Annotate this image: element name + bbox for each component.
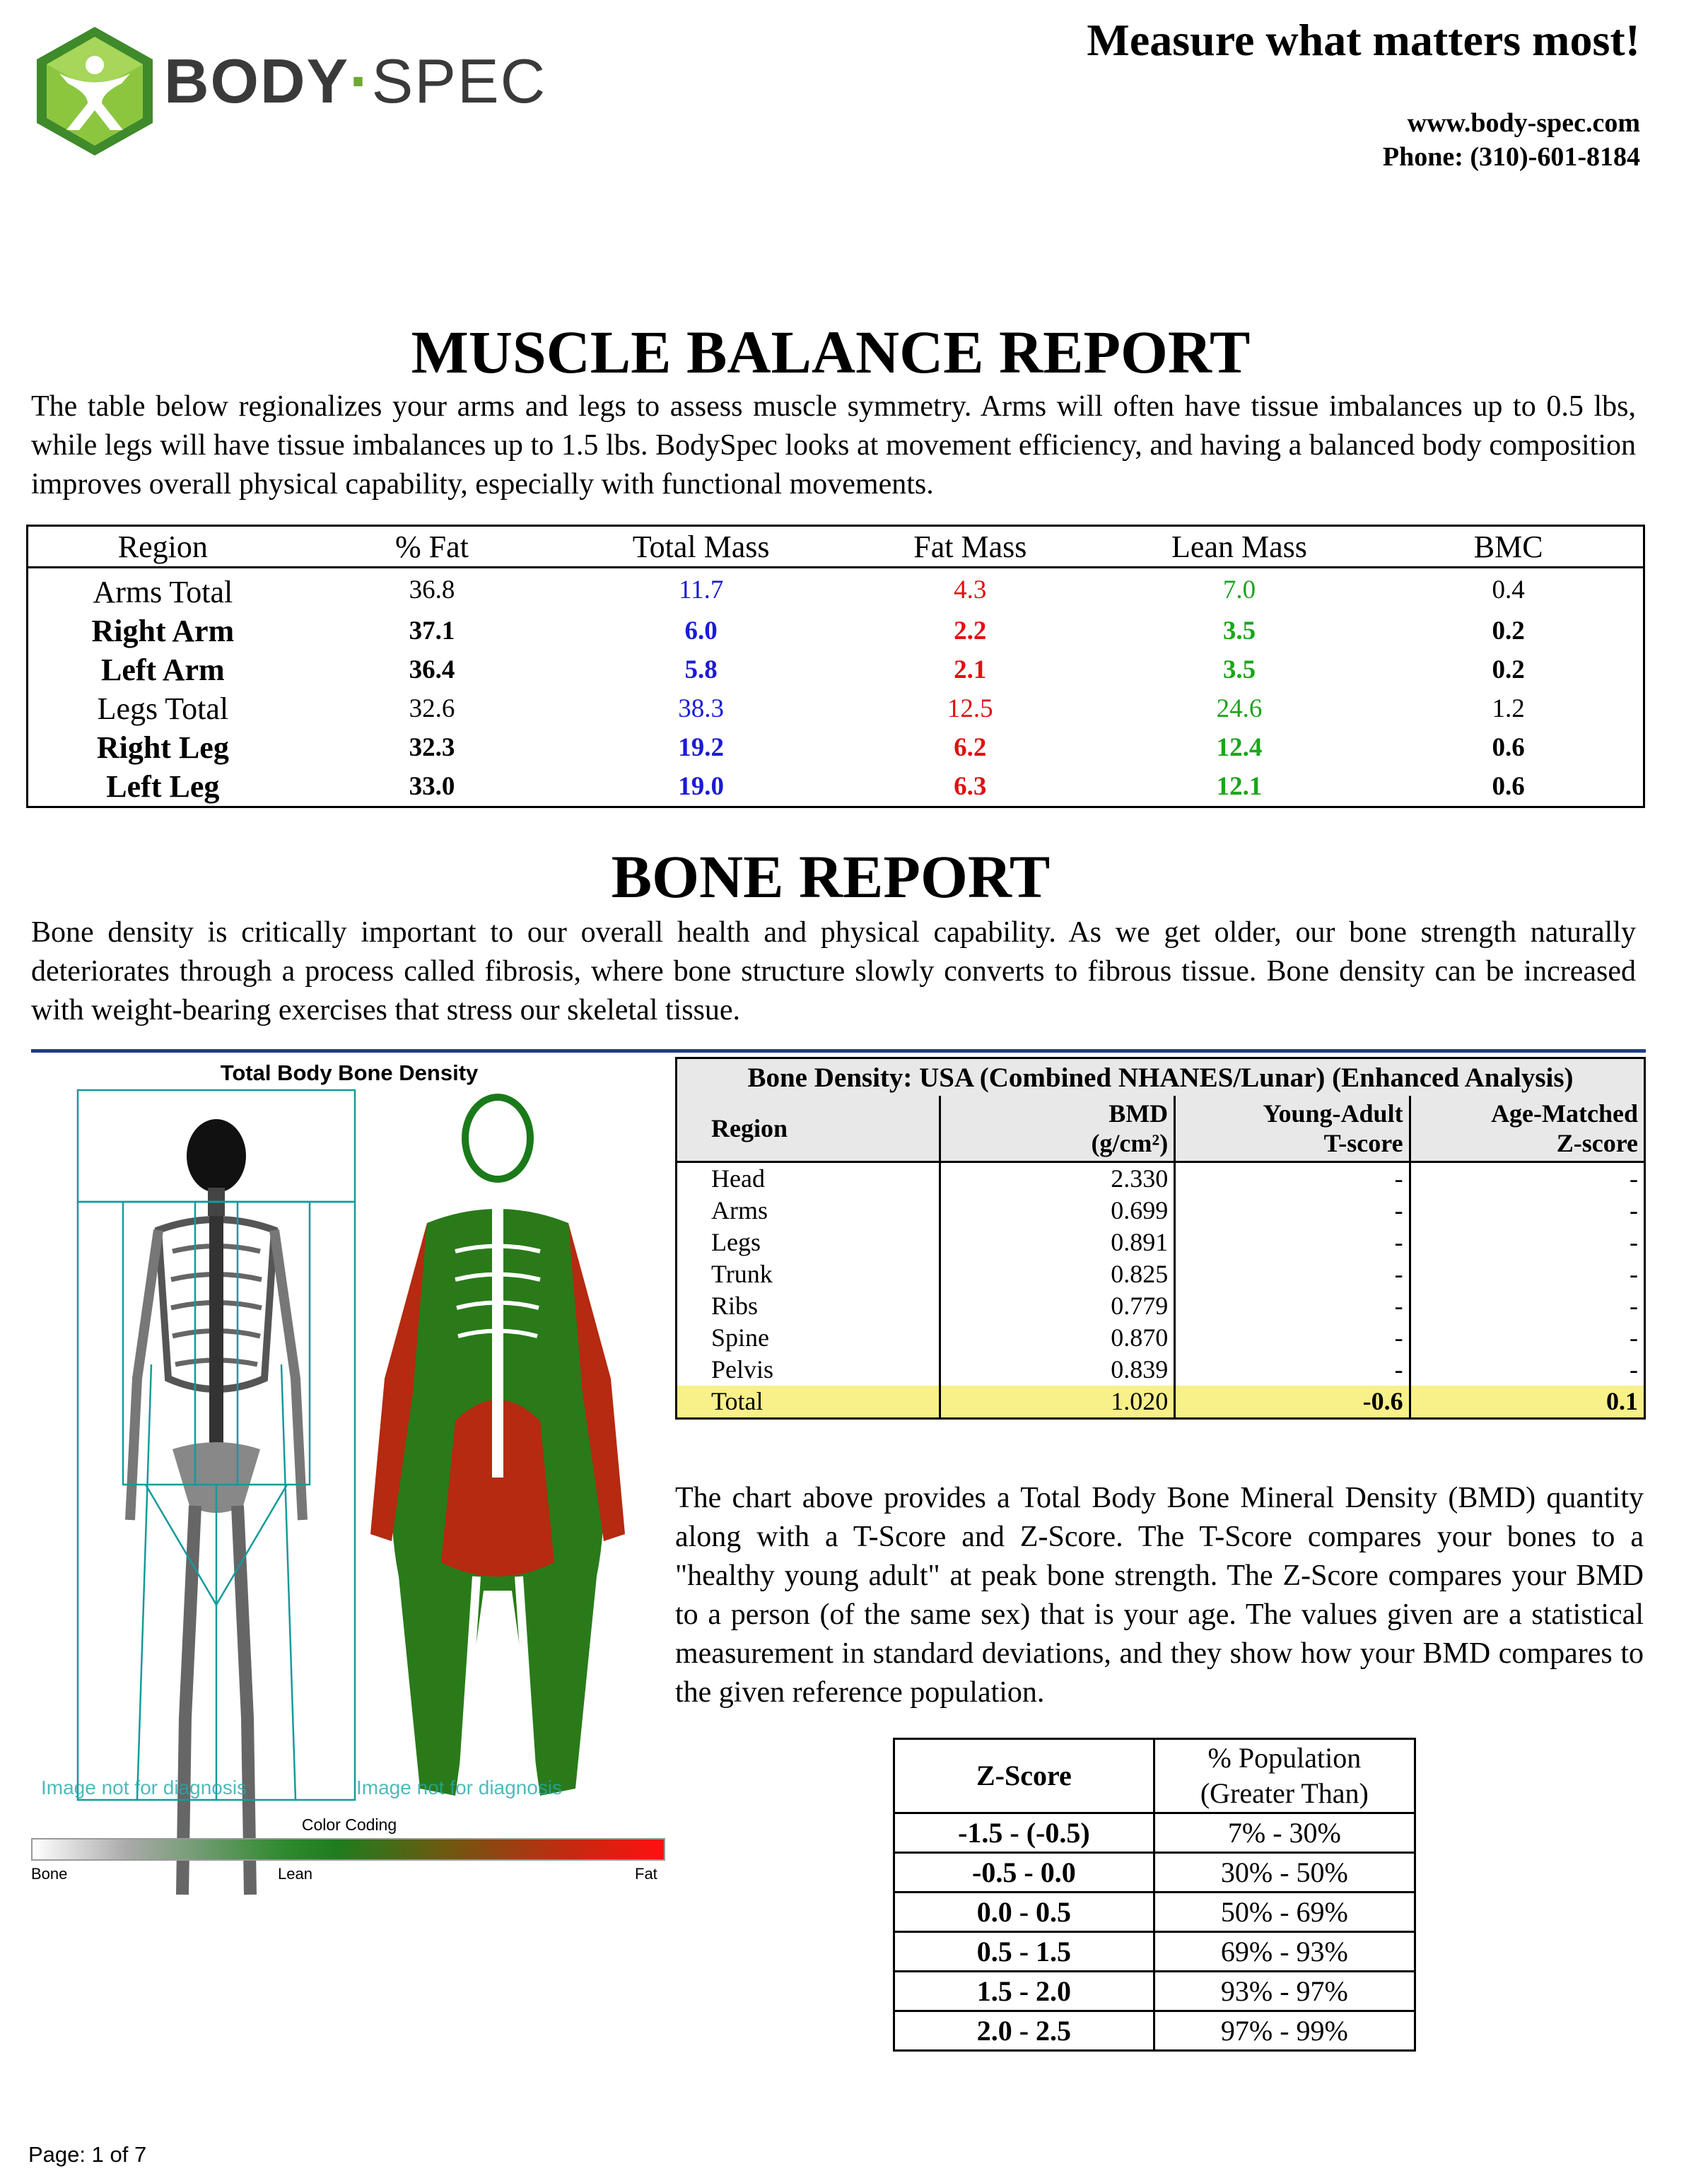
bmd-cell: 0.839: [940, 1354, 1174, 1386]
fat-percent-cell: 37.1: [409, 616, 455, 645]
color-coding-bar: [31, 1838, 665, 1861]
zscore-cell: 0.1: [1410, 1386, 1644, 1419]
table-row: [677, 1290, 1645, 1322]
table-row: [28, 612, 1644, 650]
table-row: [677, 1195, 1645, 1227]
bmd-cell: 0.825: [940, 1258, 1174, 1290]
fat-mass-cell: 2.2: [954, 616, 987, 645]
table-row: [894, 1853, 1415, 1893]
tscore-cell: -0.6: [1175, 1386, 1410, 1419]
region-cell: Spine: [677, 1322, 940, 1354]
region-cell: Trunk: [677, 1258, 940, 1290]
zscore-range-cell: 0.5 - 1.5: [894, 1932, 1154, 1972]
bone-explanation: The chart above provides a Total Body Bone Mineral Density (BMD) quantity along with a T-Score and Z-Score. The T-Score compares your bones to a "healthy young adult" at peak bone strength. The Z-Score compares your BMD to a person (of the same sex) that is your age. The values given are a statistical measurement in standard deviations, and they show how your BMD compares to the given reference population.: [675, 1482, 1644, 1709]
col-t-line2: T-score: [1323, 1129, 1403, 1157]
legend-bone: Bone: [31, 1865, 68, 1883]
website-link[interactable]: www.body-spec.com: [1407, 108, 1640, 138]
composition-view: [370, 1097, 625, 1796]
fat-mass-cell: 4.3: [954, 575, 987, 604]
col-bmd-line1: BMD: [1109, 1099, 1169, 1128]
fat-mass-cell: 12.5: [947, 694, 993, 723]
table-row: [28, 728, 1644, 767]
table-row: [894, 1893, 1415, 1932]
color-coding-label: Color Coding: [301, 1815, 397, 1834]
table-title-row: [677, 1058, 1645, 1096]
legend-lean: Lean: [278, 1865, 312, 1883]
bone-report-title: BONE REPORT: [611, 843, 1051, 911]
table-row: [894, 2011, 1415, 2051]
tscore-cell: -: [1175, 1227, 1410, 1258]
fat-mass-cell: 6.3: [954, 772, 987, 801]
tscore-cell: -: [1175, 1258, 1410, 1290]
zscore-cell: -: [1410, 1162, 1644, 1195]
table-row: [677, 1354, 1645, 1386]
tscore-cell: -: [1175, 1354, 1410, 1386]
population-cell: 7% - 30%: [1154, 1813, 1415, 1853]
col-fat-mass: Fat Mass: [836, 526, 1105, 568]
col-z-line1: Age-Matched: [1491, 1099, 1638, 1128]
bmd-cell: 0.779: [940, 1290, 1174, 1322]
total-row: [677, 1386, 1645, 1419]
region-cell: Right Leg: [96, 730, 229, 765]
total-mass-cell: 6.0: [684, 616, 718, 645]
col-bmd-line2: (g/cm²): [1091, 1129, 1169, 1157]
fat-percent-cell: 36.4: [409, 655, 455, 684]
zscore-population-table: [893, 1738, 1416, 2052]
tscore-cell: -: [1175, 1162, 1410, 1195]
fat-percent-cell: 32.3: [409, 733, 455, 762]
total-mass-cell: 5.8: [684, 655, 718, 684]
lean-mass-cell: 3.5: [1222, 616, 1256, 645]
region-cell: Left Leg: [106, 769, 220, 804]
table-header-row: [677, 1096, 1645, 1162]
col-population: [1154, 1739, 1415, 1813]
tscore-cell: -: [1175, 1322, 1410, 1354]
zscore-cell: -: [1410, 1227, 1644, 1258]
col-region: Region: [28, 526, 298, 568]
muscle-report-title: MUSCLE BALANCE REPORT: [411, 318, 1251, 386]
lean-mass-cell: 7.0: [1222, 575, 1256, 604]
bmc-cell: 0.6: [1492, 733, 1525, 762]
fat-percent-cell: 33.0: [409, 772, 455, 801]
legend-fat: Fat: [635, 1865, 657, 1883]
zscore-range-cell: 0.0 - 0.5: [894, 1893, 1154, 1932]
col-t-line1: Young-Adult: [1263, 1099, 1403, 1128]
bmd-cell: 0.891: [940, 1227, 1174, 1258]
page-number: Page: 1 of 7: [28, 2142, 147, 2167]
section-divider: [31, 1049, 1646, 1053]
table-row: [894, 1972, 1415, 2011]
watermark-right: Image not for diagnosis: [356, 1777, 563, 1798]
col-bmd: [940, 1096, 1174, 1162]
bmc-cell: 0.4: [1492, 575, 1525, 604]
zscore-range-cell: 1.5 - 2.0: [894, 1972, 1154, 2011]
region-cell: Right Arm: [91, 614, 235, 648]
col-zscore: [1410, 1096, 1644, 1162]
region-cell: Left Arm: [100, 653, 225, 687]
population-cell: 69% - 93%: [1154, 1932, 1415, 1972]
bmd-cell: 1.020: [940, 1386, 1174, 1419]
table-row: [677, 1162, 1645, 1195]
col-lean-mass: Lean Mass: [1105, 526, 1374, 568]
table-row: [28, 767, 1644, 807]
zscore-range-cell: -0.5 - 0.0: [894, 1853, 1154, 1893]
bone-report-paragraph: Bone density is critically important to our overall health and physical capability. As we get older, our bone strength naturally deteriorates through a process called fibrosis, where bone structure slowly converts to fibrous tissue. Bone density can be increased with weight-bearing exercises that stress our skeletal tissue.: [31, 916, 1636, 1026]
lean-mass-cell: 12.1: [1216, 772, 1263, 801]
region-cell: Head: [677, 1162, 940, 1195]
table-row: [28, 689, 1644, 728]
population-cell: 30% - 50%: [1154, 1853, 1415, 1893]
table-row: [677, 1322, 1645, 1354]
body-scan-image: [31, 1082, 674, 1916]
zscore-cell: -: [1410, 1195, 1644, 1227]
col-total-mass: Total Mass: [566, 526, 836, 568]
bone-density-table: [675, 1057, 1646, 1420]
watermark-left: Image not for diagnosis: [41, 1777, 247, 1798]
region-cell: Arms Total: [93, 575, 233, 609]
table-row: [894, 1932, 1415, 1972]
total-mass-cell: 38.3: [678, 694, 725, 723]
region-cell: Arms: [677, 1195, 940, 1227]
contact-info: [1383, 106, 1640, 174]
total-mass-cell: 11.7: [678, 575, 724, 604]
tscore-cell: -: [1175, 1290, 1410, 1322]
total-mass-cell: 19.0: [678, 772, 725, 801]
population-cell: 97% - 99%: [1154, 2011, 1415, 2051]
muscle-report-paragraph: The table below regionalizes your arms and legs to assess muscle symmetry. Arms will often have tissue imbalances up to 0.5 lbs, while legs will have tissue imbalances up to 1.5 lbs. BodySpec looks at movement efficiency, and having a balanced body composition improves overall physical capability, especially with functional movements.: [31, 390, 1636, 501]
lean-mass-cell: 12.4: [1216, 733, 1263, 762]
col-z-line2: Z-score: [1556, 1129, 1638, 1157]
muscle-balance-table: [26, 525, 1645, 808]
bmc-cell: 1.2: [1492, 694, 1525, 723]
phone-number: Phone: (310)-601-8184: [1382, 142, 1640, 172]
region-cell: Pelvis: [677, 1354, 940, 1386]
bone-table-title: Bone Density: USA (Combined NHANES/Lunar) (Enhanced Analysis): [677, 1058, 1645, 1096]
zscore-range-cell: -1.5 - (-0.5): [894, 1813, 1154, 1853]
lean-mass-cell: 3.5: [1222, 655, 1256, 684]
col-pop-line2: (Greater Than): [1200, 1777, 1369, 1809]
zscore-cell: -: [1410, 1290, 1644, 1322]
population-cell: 93% - 97%: [1154, 1972, 1415, 2011]
table-header-row: [28, 526, 1644, 568]
region-cell: Total: [677, 1386, 940, 1419]
zscore-range-cell: 2.0 - 2.5: [894, 2011, 1154, 2051]
col-zscore: Z-Score: [894, 1739, 1154, 1813]
col-fat-percent: % Fat: [298, 526, 567, 568]
zscore-cell: -: [1410, 1354, 1644, 1386]
total-mass-cell: 19.2: [678, 733, 725, 762]
col-bmc: BMC: [1374, 526, 1644, 568]
table-header-row: [894, 1739, 1415, 1813]
scan-title: Total Body Bone Density: [220, 1060, 479, 1085]
logo-wordmark: BODY·SPEC: [164, 46, 547, 116]
region-cell: Ribs: [677, 1290, 940, 1322]
bmd-cell: 0.870: [940, 1322, 1174, 1354]
bmd-cell: 2.330: [940, 1162, 1174, 1195]
bmc-cell: 0.6: [1492, 772, 1525, 801]
zscore-cell: -: [1410, 1322, 1644, 1354]
bmc-cell: 0.2: [1492, 616, 1525, 645]
fat-percent-cell: 32.6: [409, 694, 455, 723]
table-row: [894, 1813, 1415, 1853]
lean-mass-cell: 24.6: [1216, 694, 1263, 723]
fat-mass-cell: 6.2: [954, 733, 987, 762]
bmc-cell: 0.2: [1492, 655, 1525, 684]
zscore-cell: -: [1410, 1258, 1644, 1290]
bmd-cell: 0.699: [940, 1195, 1174, 1227]
tagline: Measure what matters most!: [1087, 15, 1640, 65]
col-region: Region: [677, 1096, 940, 1162]
table-row: [677, 1227, 1645, 1258]
col-pop-line1: % Population: [1207, 1742, 1362, 1774]
table-row: [677, 1258, 1645, 1290]
fat-mass-cell: 2.1: [954, 655, 987, 684]
tscore-cell: -: [1175, 1195, 1410, 1227]
region-cell: Legs Total: [97, 691, 229, 726]
fat-percent-cell: 36.8: [409, 575, 455, 604]
table-row: [28, 568, 1644, 612]
col-tscore: [1175, 1096, 1410, 1162]
population-cell: 50% - 69%: [1154, 1893, 1415, 1932]
logo-hexagon-icon: [31, 24, 158, 158]
region-cell: Legs: [677, 1227, 940, 1258]
table-row: [28, 650, 1644, 689]
